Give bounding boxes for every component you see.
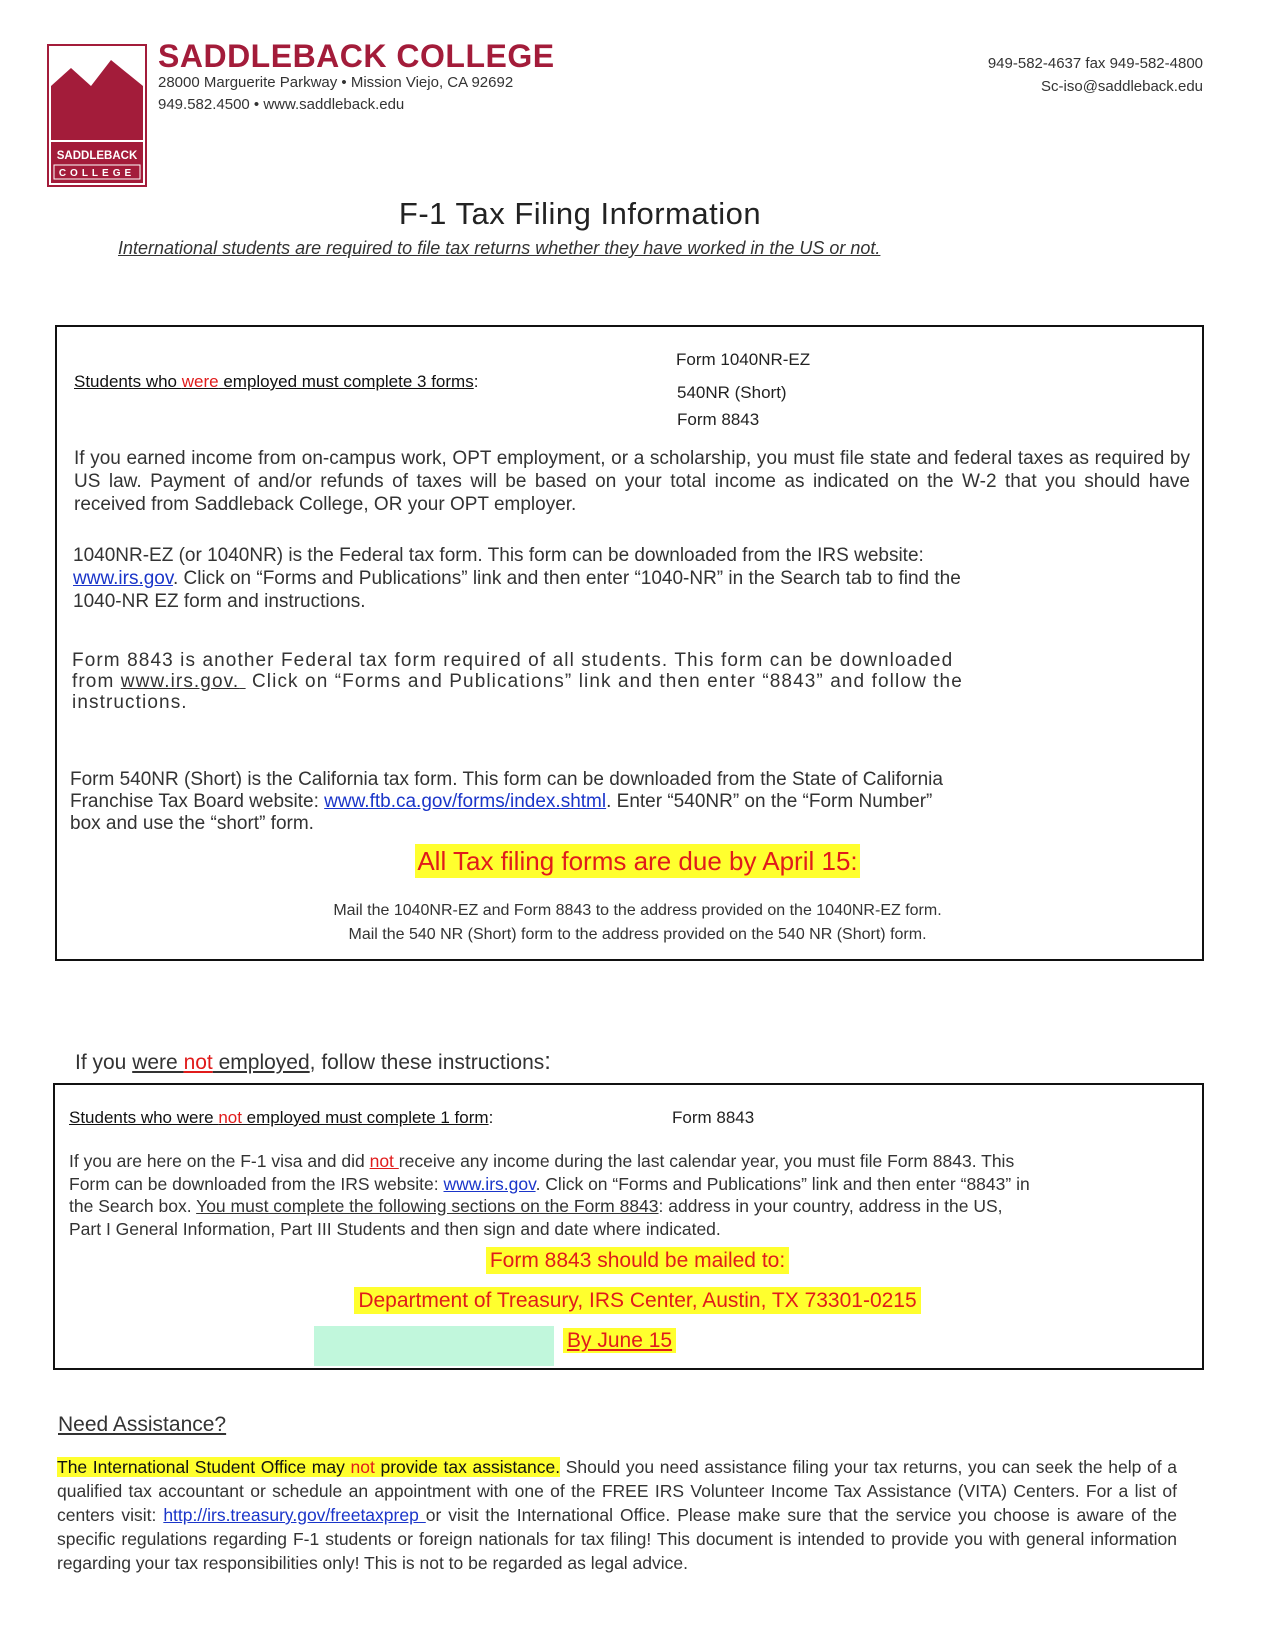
not-employed-heading xyxy=(69,1108,493,1128)
mail-to-label xyxy=(0,1249,1275,1273)
mail-address-text: Department of Treasury, IRS Center, Austin, TX 73301-0215 xyxy=(354,1287,920,1314)
paragraph-emphasis: not xyxy=(369,1151,399,1171)
paragraph-emphasis: You must complete the following sections on the Form 8843 xyxy=(196,1196,659,1216)
page-title: F-1 Tax Filing Information xyxy=(398,196,762,231)
intro-emphasis: not xyxy=(183,1051,213,1074)
intro-text: If you xyxy=(75,1051,133,1074)
not-employed-intro xyxy=(75,1048,551,1076)
paragraph-line: Form 8843 is another Federal tax form required of all students. This form can be downloaded xyxy=(72,650,954,671)
heading-text: Students who xyxy=(74,372,182,391)
lead-text: provide tax assistance. xyxy=(374,1457,561,1477)
college-address: 28000 Marguerite Parkway • Mission Viejo, CA 92692 xyxy=(158,74,514,91)
paragraph-text: Should you need assistance filing your tax returns, you can seek the help of a qualified tax accountant or schedule an appointment with one of the FREE IRS Volunteer Income Tax Assistance (VITA) Centers. For a list of centers visit: xyxy=(57,1457,1178,1525)
intro-text: employed xyxy=(212,1051,310,1074)
mail-label-text: Form 8843 should be mailed to: xyxy=(486,1247,789,1274)
paragraph-line: . Click on “Forms and Publications” link and then enter “1040-NR” in the Search tab to find the xyxy=(172,568,961,589)
irs-link-text[interactable]: www.irs.gov. xyxy=(120,671,240,692)
page-subtitle: International students are required to file tax returns whether they have worked in the US or not. xyxy=(118,238,881,258)
paragraph-line: : address in your country, address in the US, xyxy=(658,1196,1003,1216)
heading-colon: : xyxy=(488,1108,494,1127)
freetaxprep-link[interactable]: http://irs.treasury.gov/freetaxprep xyxy=(163,1505,426,1525)
paragraph-line: . Enter “540NR” on the “Form Number” xyxy=(606,791,933,812)
paragraph-line: the Search box. xyxy=(69,1196,197,1216)
paragraph-line: Form can be downloaded from the IRS website: xyxy=(69,1173,444,1194)
mail-to-address xyxy=(0,1289,1275,1313)
irs-link[interactable]: www.irs.gov xyxy=(443,1173,536,1194)
form-item: Form 8843 xyxy=(677,410,760,429)
assistance-paragraph xyxy=(57,1455,1177,1575)
lead-emphasis: not xyxy=(350,1457,375,1477)
paragraph-line: If you are here on the F-1 visa and did xyxy=(69,1151,370,1171)
deadline-text: All Tax filing forms are due by April 15: xyxy=(417,846,858,876)
deadline-text: By June 15 xyxy=(563,1328,676,1353)
phone-fax: 949-582-4637 fax 949-582-4800 xyxy=(987,55,1203,72)
form-item: 540NR (Short) xyxy=(677,383,787,402)
heading-colon: : xyxy=(473,372,479,391)
college-name: SADDLEBACK COLLEGE xyxy=(158,38,555,74)
logo-text-line1: SADDLEBACK xyxy=(56,150,138,162)
assistance-heading: Need Assistance? xyxy=(58,1413,227,1436)
mail-instruction-2: Mail the 540 NR (Short) form to the address provided on the 540 NR (Short) form. xyxy=(348,926,927,943)
mail-instruction-1: Mail the 1040NR-EZ and Form 8843 to the address provided on the 1040NR-EZ form. xyxy=(333,902,942,919)
employed-heading xyxy=(74,372,478,392)
paragraph-text: or visit the International Office. Please make sure that the service you choose is aware of the specific regulations regarding F-1 students or foreign nationals for tax filing! This document is intended to provide you with general information regarding your tax responsibilities only! This is not to be regarded as legal advice. xyxy=(57,1505,1177,1573)
highlight-block xyxy=(314,1326,554,1366)
mountain-logo-icon xyxy=(49,46,145,185)
intro-text: , follow these instructions xyxy=(309,1051,545,1074)
paragraph-line: Franchise Tax Board website: xyxy=(70,791,325,812)
logo-text-line2: COLLEGE xyxy=(58,168,136,179)
june-deadline xyxy=(563,1329,676,1353)
contact-email: Sc-iso@saddleback.edu xyxy=(1041,78,1203,95)
not-employed-paragraph xyxy=(69,1150,1199,1240)
income-paragraph: If you earned income from on-campus work, OPT employment, or a scholarship, you must file state and federal taxes as required by US law. Payment of and/or refunds of taxes will be based on your total income as indicated on the W-2 that you should have received from Saddleback College, OR your OPT employer. xyxy=(74,448,1190,515)
form-item: Form 8843 xyxy=(672,1108,755,1127)
lead-text: The International Student Office may xyxy=(57,1457,351,1477)
paragraph-line: 1040-NR EZ form and instructions. xyxy=(73,591,366,612)
paragraph-line: Form 540NR (Short) is the California tax form. This form can be downloaded from the State of California xyxy=(70,769,943,790)
april-deadline xyxy=(0,846,1275,877)
form-item: Form 1040NR-EZ xyxy=(676,350,811,369)
paragraph-line: Part I General Information, Part III Students and then sign and date where indicated. xyxy=(69,1218,721,1239)
form-8843-paragraph xyxy=(72,650,1192,713)
intro-text: were xyxy=(132,1051,184,1074)
paragraph-line: box and use the “short” form. xyxy=(70,813,314,834)
heading-text: employed must complete 1 form xyxy=(241,1108,489,1127)
paragraph-line: Click on “Forms and Publications” link and then enter “8843” and follow the xyxy=(245,671,963,692)
paragraph-line: receive any income during the last calendar year, you must file Form 8843. This xyxy=(398,1151,1015,1171)
paragraph-line: instructions. xyxy=(72,692,188,713)
paragraph-line: . Click on “Forms and Publications” link and then enter “8843” in xyxy=(535,1173,1030,1194)
heading-text: Students who were xyxy=(69,1108,219,1127)
assistance-lead xyxy=(57,1457,560,1477)
federal-form-paragraph xyxy=(73,544,1193,613)
paragraph-line: from xyxy=(72,671,121,692)
heading-emphasis: were xyxy=(181,372,219,391)
contact-block xyxy=(988,52,1203,98)
paragraph-line: 1040NR-EZ (or 1040NR) is the Federal tax form. This form can be downloaded from the IRS website: xyxy=(73,545,924,566)
california-form-paragraph xyxy=(70,769,1190,835)
intro-colon: : xyxy=(544,1048,551,1075)
college-logo xyxy=(47,44,147,187)
irs-link[interactable]: www.irs.gov xyxy=(73,568,173,589)
college-phone-web: 949.582.4500 • www.saddleback.edu xyxy=(158,96,405,113)
heading-emphasis: not xyxy=(218,1108,242,1127)
heading-text: employed must complete 3 forms xyxy=(218,372,474,391)
ftb-link[interactable]: www.ftb.ca.gov/forms/index.shtml xyxy=(324,791,607,812)
